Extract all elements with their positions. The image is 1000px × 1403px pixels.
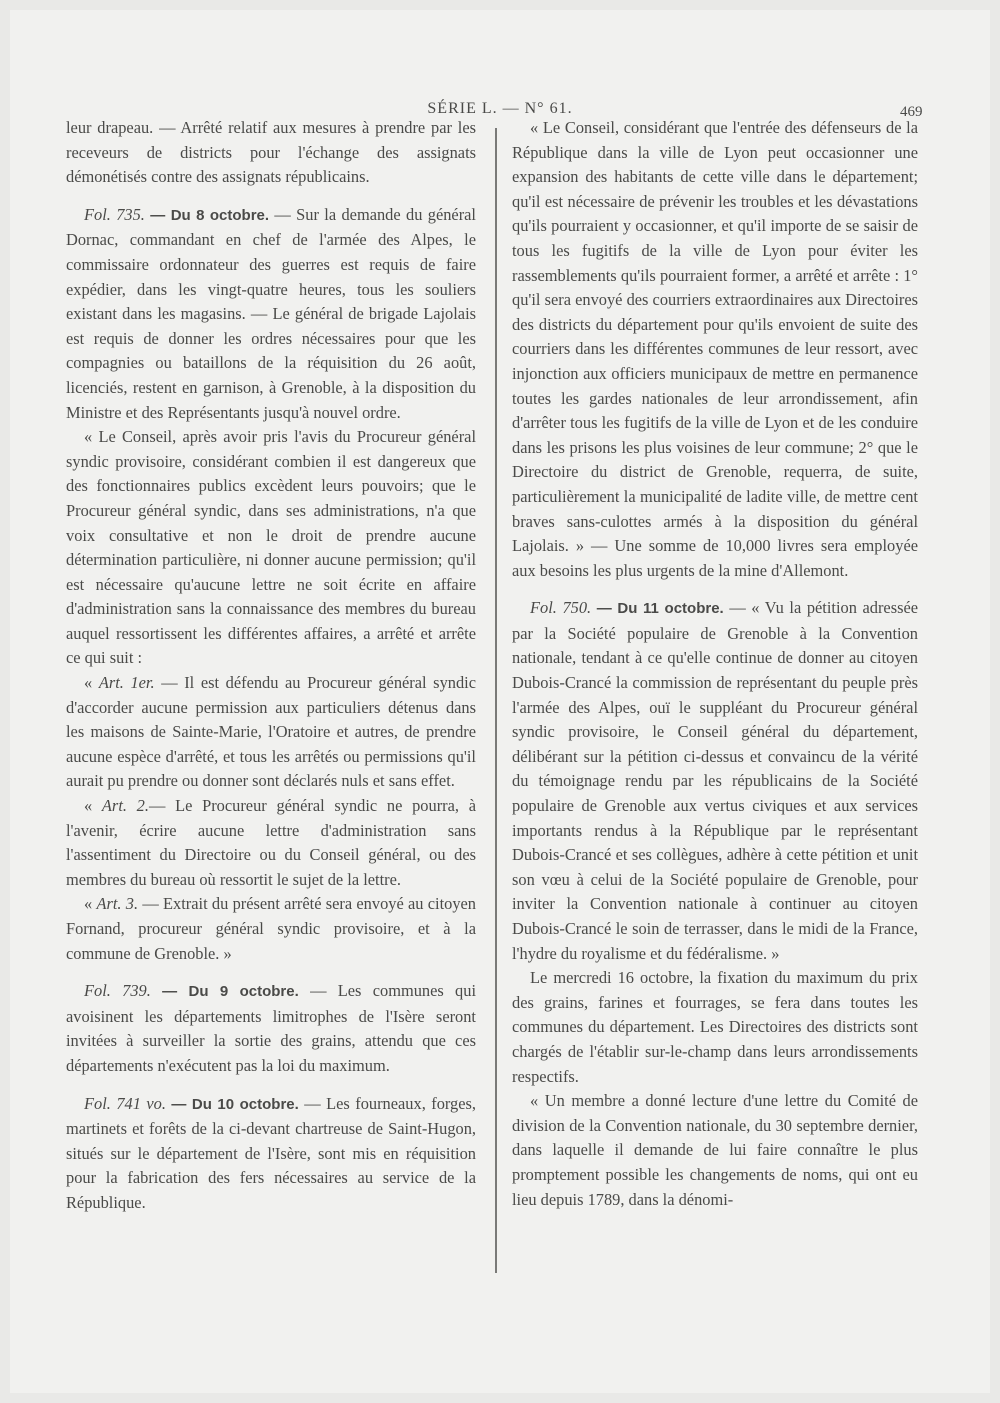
paragraph: « Le Conseil, considérant que l'entrée des défenseurs de la République dans la ville de Lyon peut occasionner une expansion des habitants de cette ville dans le département; qu'il est nécessaire de prévenir les troubles et les dévastations qu'ils pourraient y occasionner, et qu'il importe de se saisir de tous les fugitifs de la ville de Lyon pour éviter les rassemblements qu'ils pourraient former, a arrêté et arrête : 1° qu'il sera envoyé des courriers extraordinaires aux Directoires des districts du département pour qu'ils envoient de suite des courriers dans les différentes communes de leur ressort, avec injonction aux officiers municipaux de mettre en permanence toutes les gardes nationales de leur arrondissement, afin d'arrêter tous les fugitifs de la ville de Lyon et de les conduire dans les prisons les plus voisines de leur commune; 2° que le Directoire du district de Grenoble, requerra, de suite, particulièrement la municipalité de ladite ville, de mettre cent braves sans-culottes armés à la disposition du général Lajolais. » — Une somme de 10,000 livres sera employée aux besoins les plus urgents de la mine d'Allemont. <box>512 118 918 580</box>
quote-mark: « <box>84 673 99 693</box>
entry-fol-741 <box>66 1092 476 1216</box>
entry-date: — Du 8 octobre. <box>150 206 270 224</box>
quote-mark: « <box>84 894 97 914</box>
entry-fol-750 <box>512 596 918 966</box>
entry-date: — Du 11 octobre. <box>596 600 724 618</box>
entry-date: — Du 10 octobre. <box>171 1095 299 1113</box>
entry-text: — Sur la demande du général Dornac, commandant en chef de l'armée des Alpes, le commissaire ordonnateur des guerres est requis de faire expédier, dans les vingt-quatre heures, tous les souliers existant dans les magasins. — Le général de brigade Lajolais est requis de donner les ordres nécessaires pour que les compagnies ou bataillons de la réquisition du 26 août, licenciés, restent en garnison, à Grenoble, à la disposition du Ministre et des Représentants jusqu'à nouvel ordre. <box>66 204 476 422</box>
folio-ref: Fol. 735. <box>84 204 145 224</box>
paragraph: « Un membre a donné lecture d'une lettre du Comité de division de la Convention nationale, du 30 septembre dernier, dans laquelle il demande de lui faire connaître le plus promptement possible les changements de noms, qui ont eu lieu depuis 1789, dans la dénomi- <box>512 1091 918 1209</box>
right-column <box>512 116 918 1212</box>
paragraph: leur drapeau. — Arrêté relatif aux mesures à prendre par les receveurs de districts pour l'échange des assignats démonétisés contre des assignats républicains. <box>66 118 476 187</box>
entry-date: — Du 9 octobre. <box>162 983 299 1001</box>
entry-text: — « Vu la pétition adressée par la Société populaire de Grenoble à la Convention nationale, tendant à ce qu'elle continue de donner au citoyen Dubois-Crancé la commission de représentant du peuple près l'armée des Alpes, ouï le suppléant du Procureur général syndic provisoire, le Conseil général du département, délibérant sur la pétition ci-dessus et convaincu de la vérité du témoignage rendu par les républicains de la Société populaire de Grenoble aux vertus civiques et aux services importants rendus à la République par le représentant Dubois-Crancé et ses collègues, adhère à cette pétition et unit son vœu à celui de la Société populaire de Grenoble, pour inviter la Convention nationale à continuer au citoyen Dubois-Crancé le soin de terrasser, dans le midi de la France, l'hydre du royalisme et du fédéralisme. » <box>512 598 919 963</box>
left-column <box>66 116 476 1216</box>
folio-ref: Fol. 750. <box>530 598 592 618</box>
article-label: Art. 2. <box>101 796 149 816</box>
entry-fol-735 <box>66 203 476 425</box>
article-text: — Extrait du présent arrêté sera envoyé au citoyen Fornand, procureur général syndic provisoire, et à la commune de Grenoble. » <box>66 894 476 963</box>
entry-fol-739 <box>66 979 476 1078</box>
running-title: SÉRIE L. — N° 61. <box>427 100 573 117</box>
folio-ref: Fol. 739. <box>84 981 151 1001</box>
entry-text: — Les fourneaux, forges, martinets et forêts de la ci-devant chartreuse de Saint-Hugon, situés sur le département de l'Isère, sont mis en réquisition pour la fabrication des fers nécessaires au service de la République. <box>66 1093 477 1212</box>
quote-mark: « <box>84 796 102 816</box>
folio-ref: Fol. 741 vo. <box>84 1093 166 1113</box>
article-3 <box>66 892 476 966</box>
article-text: — Il est défendu au Procureur général syndic d'accorder aucune permission aux particuliers détenus dans les maisons de Sainte-Marie, l'Oratoire et autres, de prendre aucune espèce d'arrêté, et tous les arrêtés ou permissions qu'il aurait pu prendre ou donner sont déclarés nuls et sans effet. <box>66 673 476 791</box>
column-divider <box>495 128 497 1273</box>
paragraph: « Le Conseil, après avoir pris l'avis du Procureur général syndic provisoire, considérant combien il est dangereux que des fonctionnaires publics excèdent leurs pouvoirs; que le Procureur général syndic, dans ses administrations, n'a que voix consultative et non le droit de prendre aucune détermination particulière, ni donner aucune permission; qu'il est nécessaire qu'aucune lettre ne soit écrite en affaire d'administration sans la connaissance des membres du bureau auquel ressortissent les différentes affaires, a arrêté et arrête ce qui suit : <box>66 427 476 668</box>
article-label: Art. 3. <box>96 894 139 914</box>
article-label: Art. 1er. <box>98 673 155 693</box>
page-number: 469 <box>900 104 923 120</box>
entry-text: — Les communes qui avoisinent les départements limitrophes de l'Isère seront invitées à surveiller la sortie des grains, attendu que ces départements n'exécutent pas la loi du maximum. <box>66 981 476 1075</box>
article-text: — Le Procureur général syndic ne pourra, à l'avenir, écrire aucune lettre d'administration sans l'assentiment du Directoire ou du Conseil général, ou des membres du bureau où ressortit le sujet de la lettre. <box>66 796 476 889</box>
article-1 <box>66 671 476 794</box>
article-2 <box>66 794 476 892</box>
paragraph: Le mercredi 16 octobre, la fixation du maximum du prix des grains, farines et fourrages, se fera dans toutes les communes du département. Les Directoires des districts sont chargés de l'établir sur-le-champ dans leurs arrondissements respectifs. <box>512 968 918 1086</box>
